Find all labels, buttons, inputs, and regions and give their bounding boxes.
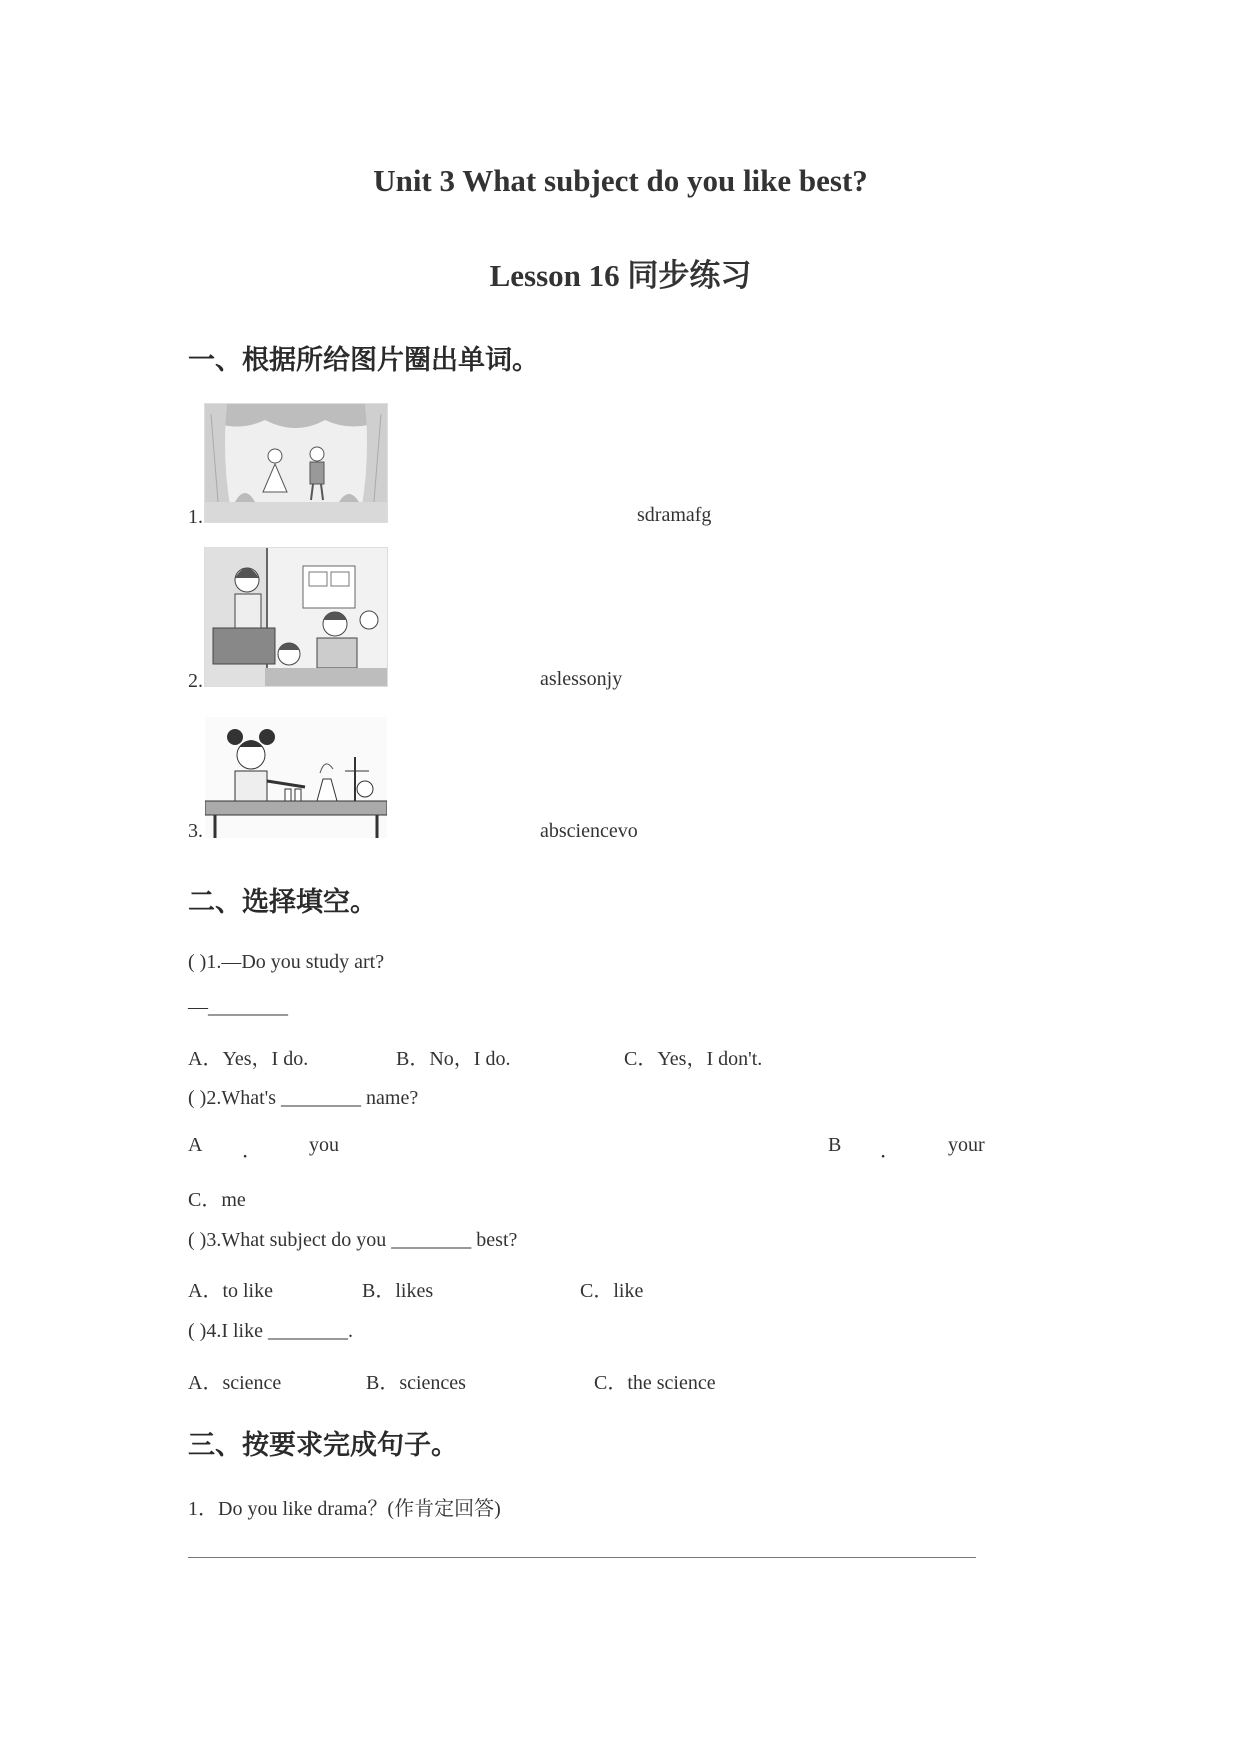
q1-option-c: C．Yes，I don't.	[624, 1048, 763, 1070]
item2-word: aslessonjy	[540, 668, 623, 690]
q2-option-b-letter: B	[828, 1134, 842, 1156]
q4-option-c: C．the science	[594, 1372, 716, 1394]
q3-stem: ( )3.What subject do you ________ best?	[188, 1229, 518, 1251]
item2-number: 2.	[188, 670, 203, 692]
q1-stem: ( )1.—Do you study art?	[188, 951, 385, 973]
q1-reply: —________	[188, 996, 288, 1018]
q2-option-a-text: you	[309, 1134, 339, 1156]
q3-option-a: A．to like	[188, 1280, 273, 1302]
section2-heading: 二、选择填空。	[188, 887, 377, 917]
q3-option-b: B．likes	[362, 1280, 434, 1302]
q2-option-b-text: your	[948, 1134, 985, 1156]
s3-q1: 1．Do you like drama？(作肯定回答)	[188, 1498, 501, 1520]
q2-option-c: C．me	[188, 1189, 246, 1211]
q2-option-b-dot: ．	[880, 1140, 900, 1162]
q1-option-b: B．No，I do.	[396, 1048, 511, 1070]
page-title: Unit 3 What subject do you like best?	[373, 163, 868, 198]
item1-word: sdramafg	[637, 504, 712, 526]
q4-option-b: B．sciences	[366, 1372, 466, 1394]
answer-line[interactable]	[188, 1557, 976, 1558]
q3-option-c: C．like	[580, 1280, 644, 1302]
q4-stem: ( )4.I like ________.	[188, 1320, 353, 1342]
science-experiment-icon	[204, 716, 388, 839]
classroom-lesson-icon	[204, 547, 388, 687]
q2-option-a-dot: ．	[242, 1140, 262, 1162]
q2-stem: ( )2.What's ________ name?	[188, 1087, 419, 1109]
stage-drama-icon	[204, 403, 388, 523]
q4-option-a: A．science	[188, 1372, 282, 1394]
item3-word: absciencevo	[540, 820, 638, 842]
page-subtitle: Lesson 16 同步练习	[489, 258, 752, 293]
section1-heading: 一、根据所给图片圈出单词。	[188, 345, 539, 375]
q1-option-a: A．Yes，I do.	[188, 1048, 309, 1070]
section3-heading: 三、按要求完成句子。	[188, 1430, 458, 1460]
q2-option-a-letter: A	[188, 1134, 203, 1156]
item1-number: 1.	[188, 506, 203, 528]
item3-number: 3.	[188, 820, 203, 842]
